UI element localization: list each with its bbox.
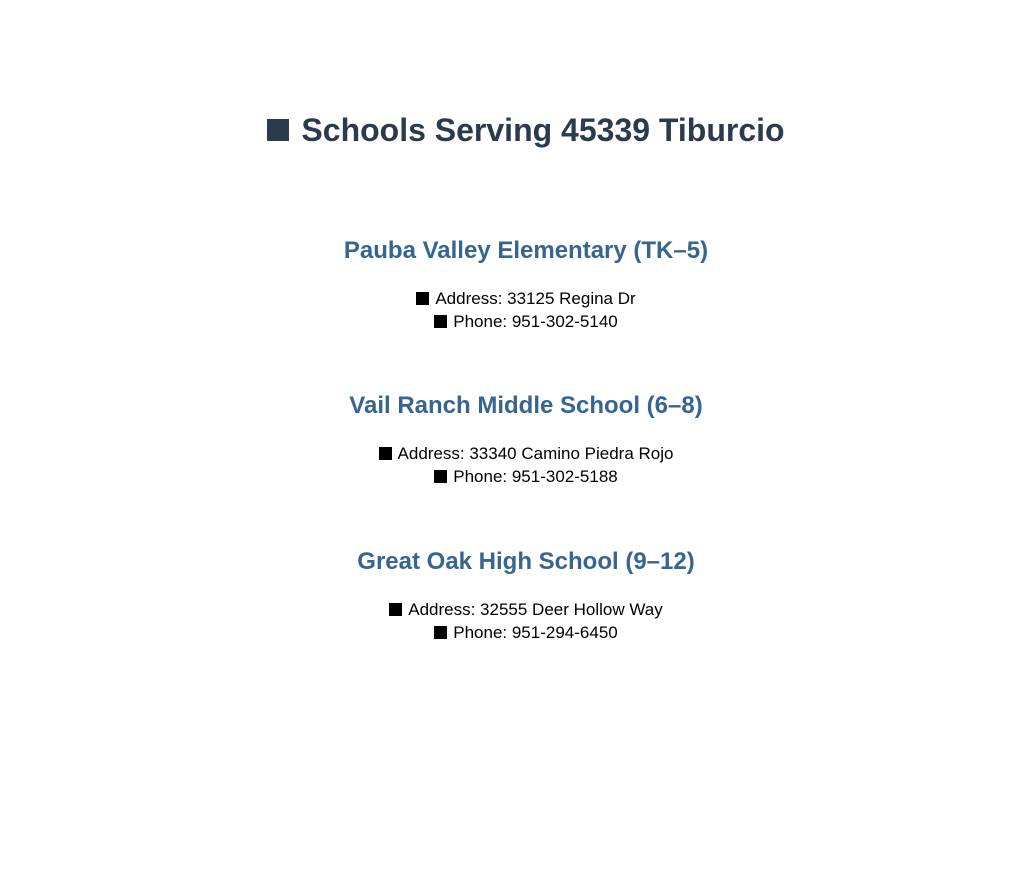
- square-bullet-icon: [434, 470, 447, 483]
- square-bullet-icon: [416, 292, 429, 305]
- school-name: Great Oak High School (9–12): [357, 548, 695, 575]
- school-phone: [0, 310, 1024, 333]
- square-bullet-icon: [389, 603, 402, 616]
- school-name: Pauba Valley Elementary (TK–5): [343, 237, 709, 264]
- school-phone: [0, 465, 1024, 488]
- school-address-text: Address: 33125 Regina Dr: [435, 289, 636, 308]
- page-title-text: Schools Serving 45339 Tiburcio: [301, 112, 785, 148]
- page-title: [0, 112, 1024, 149]
- square-bullet-icon: [267, 119, 289, 141]
- school-phone-text: Phone: 951-302-5188: [453, 467, 618, 486]
- school-address-text: Address: 32555 Deer Hollow Way: [408, 600, 663, 619]
- school-address: [0, 442, 1024, 465]
- square-bullet-icon: [379, 447, 392, 460]
- school-name: Vail Ranch Middle School (6–8): [349, 392, 703, 419]
- school-address: [0, 598, 1024, 621]
- school-address: [0, 287, 1024, 310]
- school-section: [0, 236, 1024, 333]
- school-phone: [0, 621, 1024, 644]
- school-section: [0, 391, 1024, 488]
- square-bullet-icon: [434, 315, 447, 328]
- square-bullet-icon: [434, 626, 447, 639]
- school-phone-text: Phone: 951-294-6450: [453, 623, 618, 642]
- school-section: [0, 547, 1024, 644]
- school-address-text: Address: 33340 Camino Piedra Rojo: [397, 444, 674, 463]
- school-phone-text: Phone: 951-302-5140: [453, 312, 618, 331]
